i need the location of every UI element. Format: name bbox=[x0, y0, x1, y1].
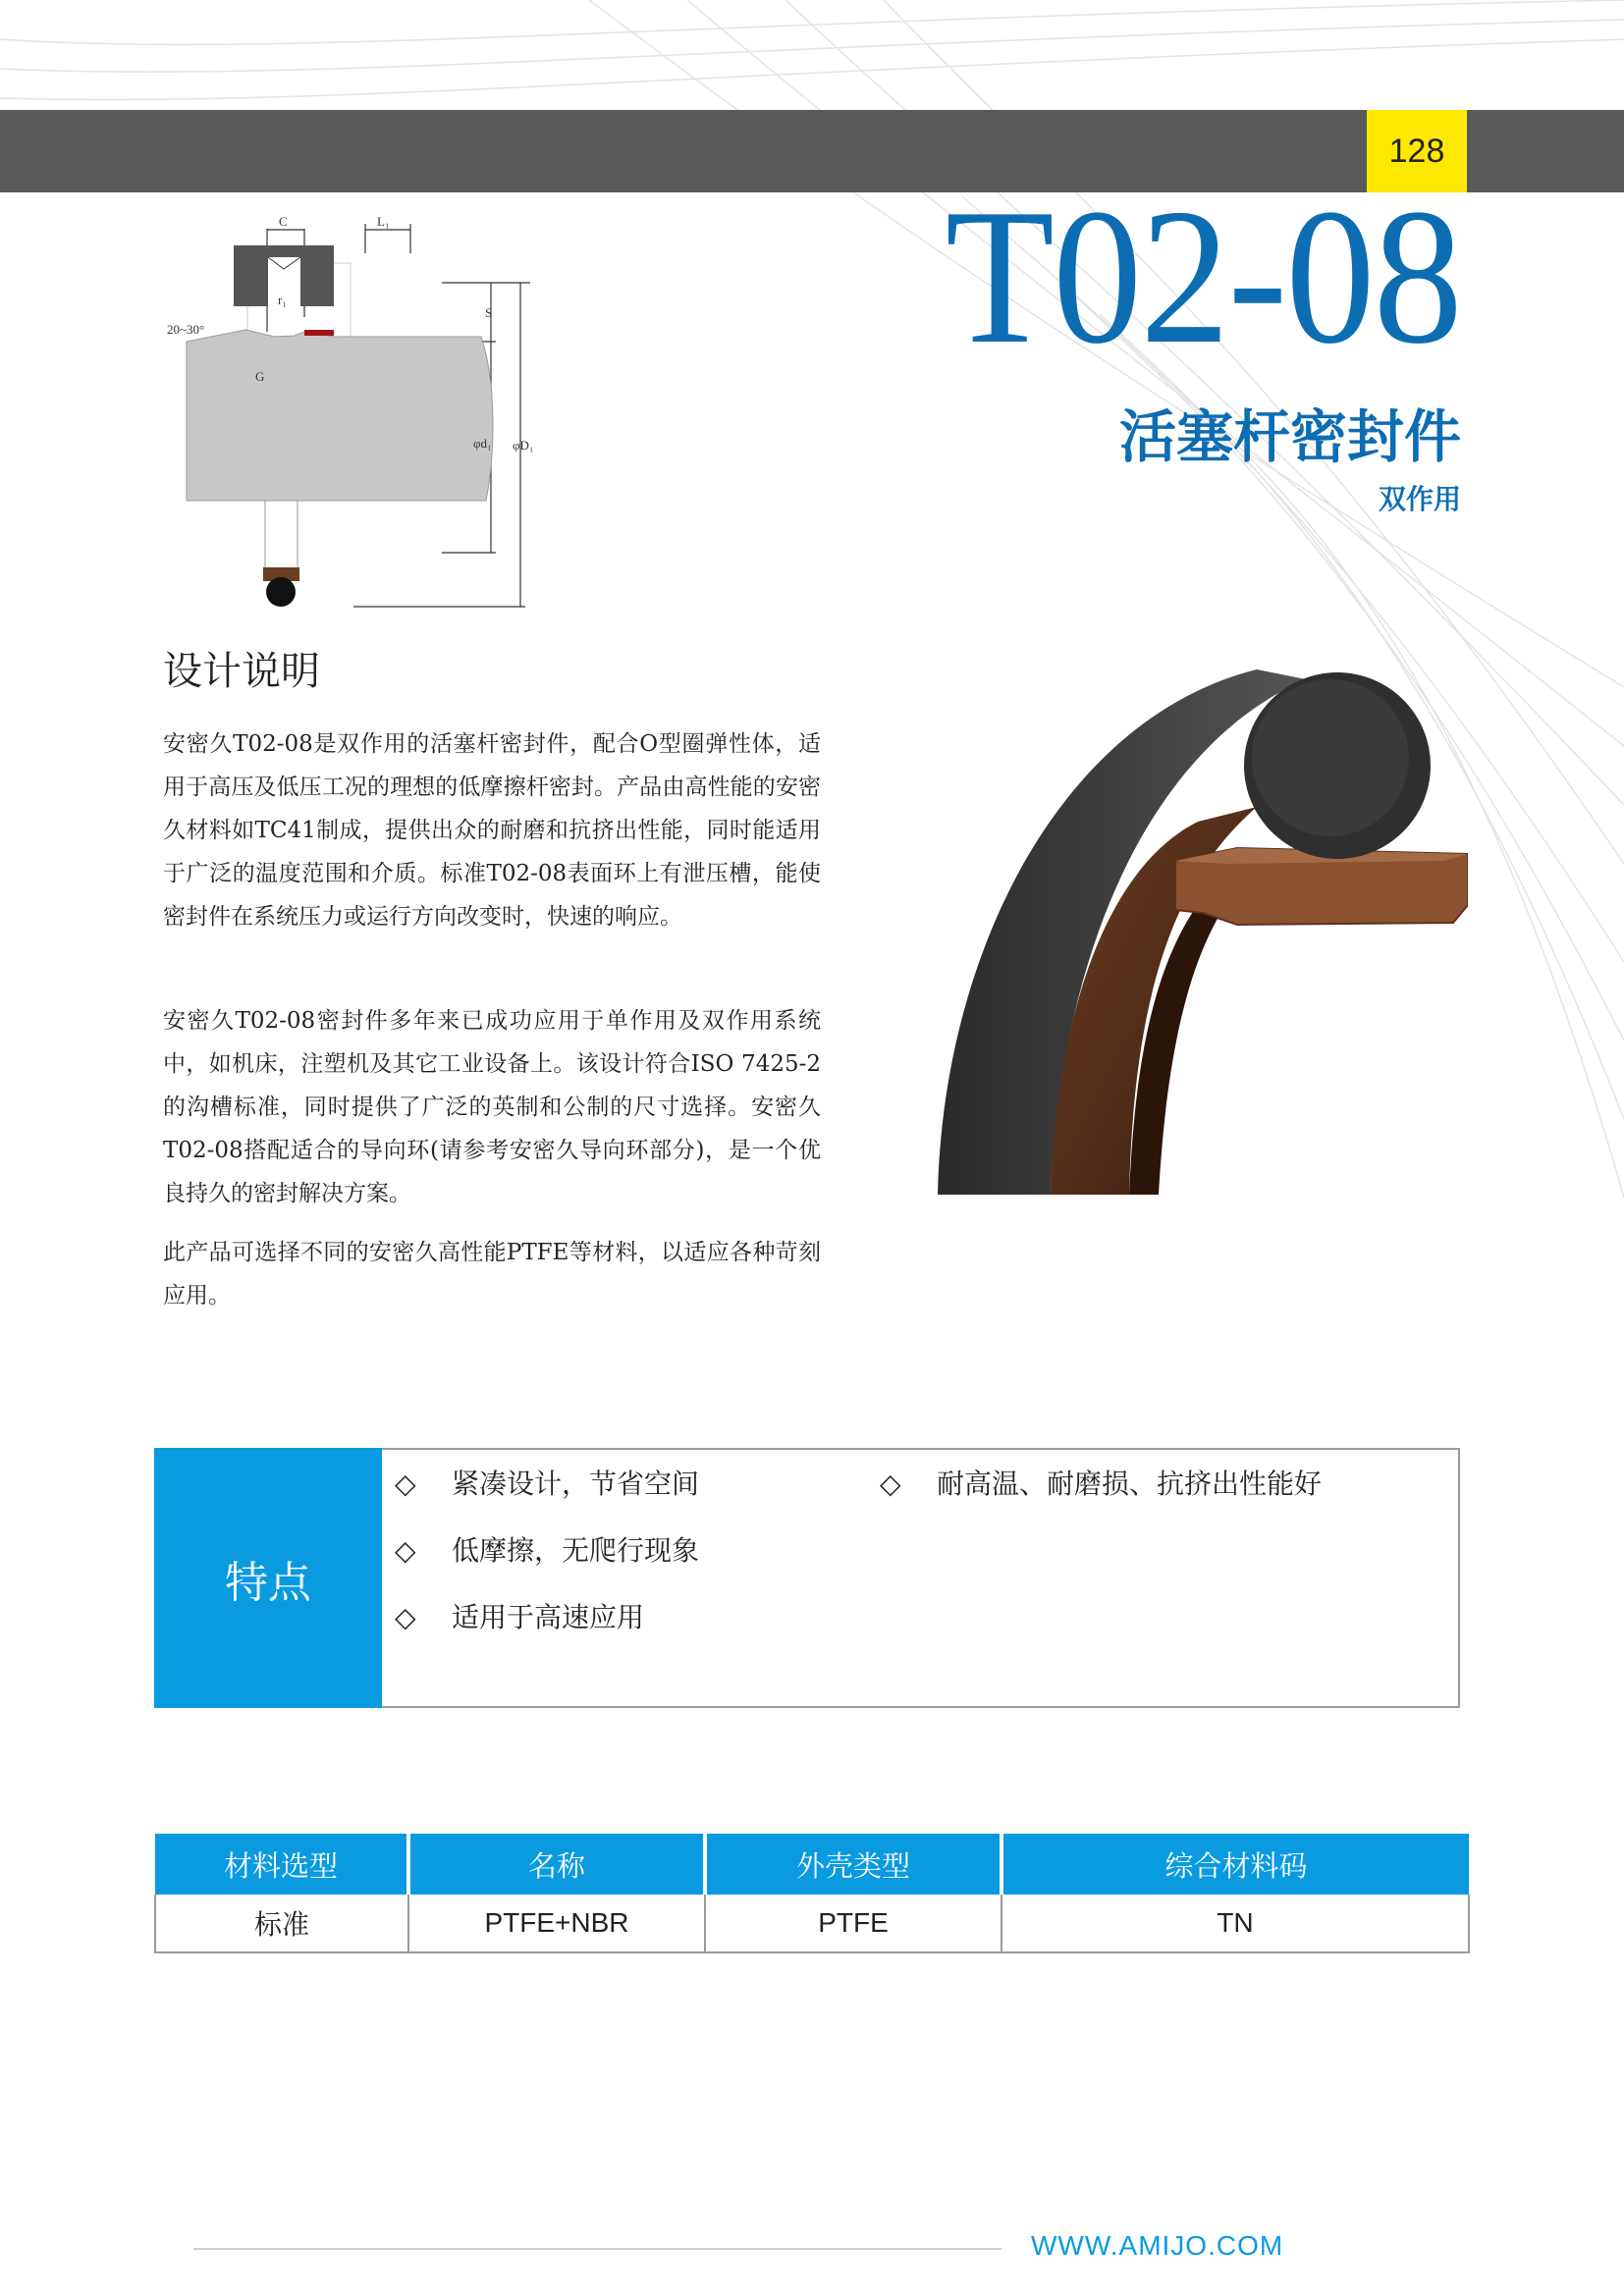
diamond-bullet-icon: ◇ bbox=[395, 1601, 416, 1633]
table-cell: 标准 bbox=[155, 1895, 408, 1952]
section-heading: 设计说明 bbox=[163, 649, 320, 694]
design-paragraph: 此产品可选择不同的安密久高性能PTFE等材料，以适应各种苛刻应用。 bbox=[163, 1240, 821, 1308]
dim-s-label: S bbox=[485, 305, 493, 320]
table-row bbox=[155, 1895, 1469, 1952]
diamond-bullet-icon: ◇ bbox=[880, 1468, 901, 1500]
product-name: 活塞杆密封件 bbox=[1118, 403, 1461, 470]
feature-item: ◇ 耐高温、耐磨损、抗挤出性能好 bbox=[880, 1468, 1323, 1500]
page-number: 128 bbox=[1367, 110, 1467, 192]
dim-d1-label: φd₁ bbox=[473, 436, 492, 451]
design-paragraph: 安密久T02-08是双作用的活塞杆密封件，配合O型圈弹性体，适用于高压及低压工况的理想的低摩擦杆密封。产品由高性能的安密久材料如TC41制成，提供出众的耐磨和抗挤出性能，同时能适用于广泛的温度范围和介质。标准T02-08表面环上有泄压槽，能使密封件在系统压力或运行方向改变时，快速的响应。 bbox=[163, 731, 821, 930]
dim-c-label: C bbox=[279, 214, 288, 229]
feature-item: ◇ 适用于高速应用 bbox=[395, 1601, 645, 1633]
seal-product-image bbox=[933, 660, 1468, 1195]
feature-item: ◇ 低摩擦，无爬行现象 bbox=[395, 1534, 700, 1567]
footer-url-link[interactable]: WWW.AMIJO.COM bbox=[1031, 2230, 1284, 2261]
table-cell: PTFE bbox=[705, 1895, 1001, 1952]
diamond-bullet-icon: ◇ bbox=[395, 1534, 416, 1567]
feature-item: ◇ 紧凑设计，节省空间 bbox=[395, 1468, 700, 1500]
dim-angle-label: 20~30° bbox=[167, 322, 205, 337]
model-title: T02-08 bbox=[945, 169, 1461, 384]
table-cell: TN bbox=[1001, 1895, 1469, 1952]
dim-l1-label: L₁ bbox=[377, 214, 390, 229]
material-table bbox=[154, 1834, 1470, 1953]
table-header-row bbox=[155, 1834, 1469, 1895]
diamond-bullet-icon: ◇ bbox=[395, 1468, 416, 1500]
dim-r1-label: r₁ bbox=[278, 293, 287, 307]
dim-d2-label: φD₁ bbox=[513, 438, 534, 453]
table-header-cell: 外壳类型 bbox=[705, 1834, 1001, 1895]
technical-drawing bbox=[157, 214, 668, 616]
table-header-cell: 材料选型 bbox=[155, 1834, 408, 1895]
table-header-cell: 综合材料码 bbox=[1001, 1834, 1469, 1895]
footer-divider bbox=[193, 2248, 1001, 2250]
features-label: 特点 bbox=[154, 1448, 382, 1708]
dim-g-label: G bbox=[255, 369, 265, 384]
table-cell: PTFE+NBR bbox=[408, 1895, 705, 1952]
design-paragraph: 安密久T02-08密封件多年来已成功应用于单作用及双作用系统中，如机床，注塑机及其它工业设备上。该设计符合ISO 7425-2的沟槽标准，同时提供了广泛的英制和公制的尺寸选择。安密久T02-08搭配适合的导向环(请参考安密久导向环部分)，是一个优良持久的密封解决方案。 bbox=[163, 1008, 821, 1206]
table-header-cell: 名称 bbox=[408, 1834, 705, 1895]
action-type: 双作用 bbox=[1378, 483, 1461, 515]
